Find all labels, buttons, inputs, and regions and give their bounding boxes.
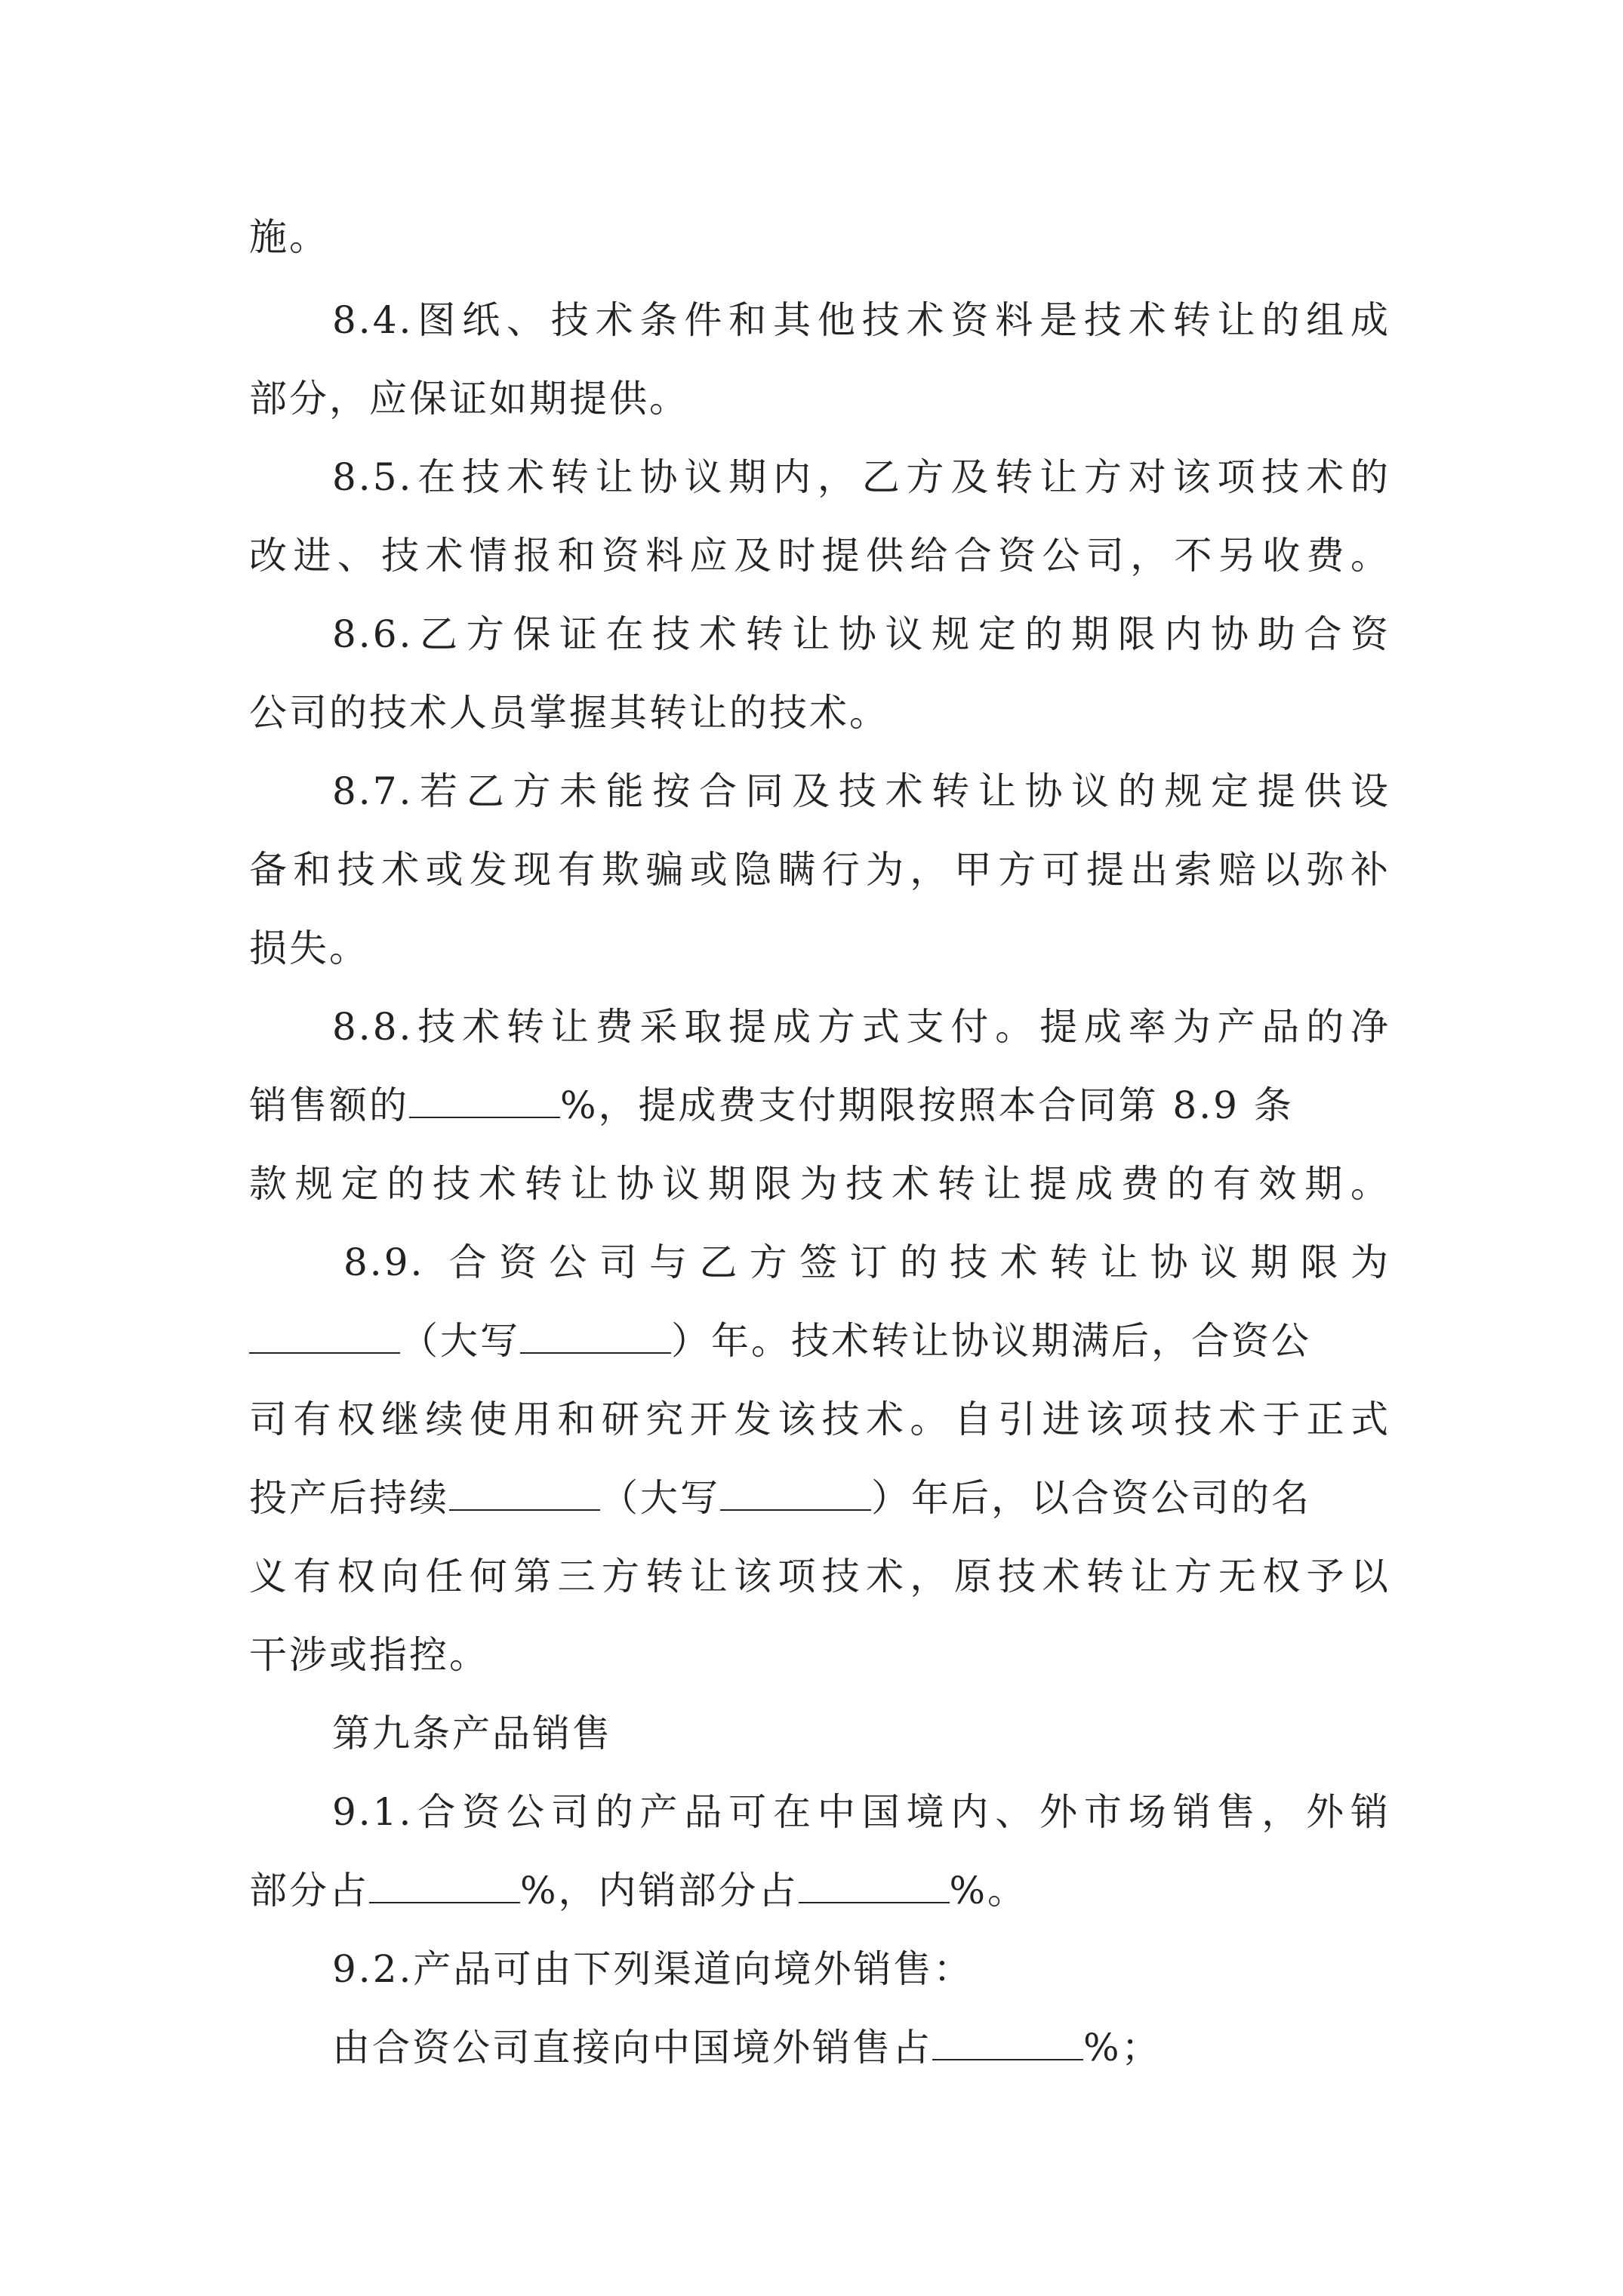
text-segment: ）年后，以合资公司的名 — [871, 1476, 1311, 1520]
text-segment: %，内销部分占 — [520, 1869, 799, 1912]
text-segment: %。 — [949, 1869, 1028, 1912]
fill-blank[interactable] — [449, 1479, 600, 1511]
text-line: 备和技术或发现有欺骗或隐瞒行为，甲方可提出索赔以弥补 — [249, 848, 1390, 892]
text-segment: ）年。技术转让协议期满后，合资公 — [671, 1319, 1311, 1363]
section-heading: 第九条产品销售 — [332, 1712, 612, 1755]
text-segment: 投产后持续 — [249, 1476, 449, 1520]
fill-blank[interactable] — [520, 1322, 671, 1354]
text-segment: （大写 — [400, 1319, 520, 1363]
clause-8-8-line: 8.8.技术转让费采取提成方式支付。提成率为产品的净 — [332, 1005, 1390, 1049]
fill-blank[interactable] — [720, 1479, 871, 1511]
text-line — [249, 1302, 1390, 1380]
fill-blank[interactable] — [932, 2029, 1083, 2060]
text-line: 款规定的技术转让协议期限为技术转让提成费的有效期。 — [249, 1162, 1390, 1206]
text-line: 损失。 — [249, 926, 369, 970]
text-line: 司有权继续使用和研究开发该技术。自引进该项技术于正式 — [249, 1398, 1390, 1441]
text-line — [332, 2008, 1390, 2087]
text-line: 干涉或指控。 — [249, 1633, 489, 1677]
clause-8-7-line: 8.7.若乙方未能按合同及技术转让协议的规定提供设 — [332, 769, 1390, 813]
text-line: 部分，应保证如期提供。 — [249, 377, 689, 421]
clause-8-4-line: 8.4.图纸、技术条件和其他技术资料是技术转让的组成 — [332, 298, 1390, 342]
clause-8-6-line: 8.6.乙方保证在技术转让协议规定的期限内协助合资 — [332, 612, 1390, 656]
clause-8-5-line: 8.5.在技术转让协议期内，乙方及转让方对该项技术的 — [332, 455, 1390, 499]
text-segment: %，提成费支付期限按照本合同第 8.9 条 — [560, 1083, 1294, 1127]
clause-9-1-line: 9.1.合资公司的产品可在中国境内、外市场销售，外销 — [332, 1790, 1390, 1834]
fill-blank[interactable] — [409, 1086, 560, 1118]
text-line — [249, 1066, 1390, 1145]
clause-8-9-line: 8.9. 合资公司与乙方签订的技术转让协议期限为 — [343, 1240, 1390, 1284]
text-segment: 由合资公司直接向中国境外销售占 — [332, 2026, 932, 2069]
text-segment: 部分占 — [249, 1869, 369, 1912]
fill-blank[interactable] — [799, 1872, 950, 1903]
text-segment: %； — [1083, 2026, 1162, 2069]
text-segment: 销售额的 — [249, 1083, 409, 1127]
text-line — [249, 1459, 1390, 1537]
text-line: 改进、技术情报和资料应及时提供给合资公司，不另收费。 — [249, 534, 1390, 578]
text-segment: （大写 — [600, 1476, 720, 1520]
text-line — [249, 1851, 1390, 1930]
text-line: 公司的技术人员掌握其转让的技术。 — [249, 691, 889, 735]
text-line: 义有权向任何第三方转让该项技术，原技术转让方无权予以 — [249, 1555, 1390, 1598]
text-line: 施。 — [249, 215, 329, 259]
fill-blank[interactable] — [249, 1322, 400, 1354]
fill-blank[interactable] — [369, 1872, 520, 1903]
clause-9-2-line: 9.2.产品可由下列渠道向境外销售： — [332, 1947, 974, 1991]
